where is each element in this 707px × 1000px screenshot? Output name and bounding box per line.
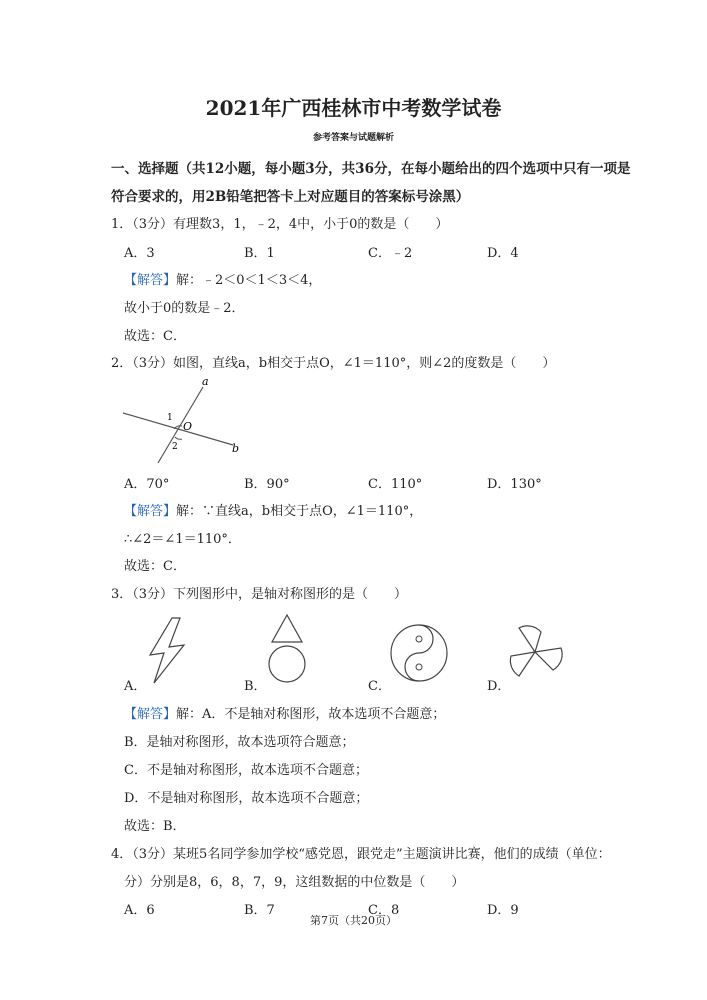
q2-jieda-label: 【解答】 (124, 504, 177, 519)
section-heading-line1: 一、选择题（共12小题，每小题3分，共36分，在每小题给出的四个选项中只有一项是 (111, 161, 631, 177)
q3-option-c: C． (368, 679, 391, 694)
q3-option-b: B． (244, 679, 267, 694)
q1-solution-line2: 故小于0的数是﹣2． (124, 301, 245, 316)
page-title: 2021年广西桂林市中考数学试卷 (205, 96, 502, 120)
q2-label-angle2: 2 (172, 442, 178, 452)
q3-stem: 3．（3分）下列图形中，是轴对称图形的是（ ） (111, 587, 408, 602)
q2-label-o: O (183, 420, 193, 433)
q3-figure-c-taiji (388, 622, 450, 684)
q1-jieda-label: 【解答】 (124, 273, 177, 288)
q1-solution-line3: 故选：C． (124, 329, 186, 344)
q3-solution-line3: C．不是轴对称图形，故本选项不合题意； (124, 763, 368, 778)
q1-option-b: B．1 (244, 246, 275, 261)
q2-option-b: B．90° (244, 477, 290, 492)
q2-label-b: b (232, 442, 240, 455)
q1-solution-text: 解：﹣2＜0＜1＜3＜4， (176, 273, 322, 288)
q1-option-c: C．﹣2 (368, 246, 413, 261)
q3-option-d: D． (487, 679, 511, 694)
q4-stem-line2: 分）分别是8，6，8，7，9，这组数据的中位数是（ ） (124, 875, 465, 890)
q4-option-c: C．8 (368, 903, 400, 918)
q1-option-a: A．3 (124, 246, 155, 261)
q3-solution-line5: 故选：B． (124, 819, 186, 834)
q2-figure-intersecting-lines (118, 375, 258, 465)
q2-option-a: A．70° (124, 477, 170, 492)
q2-option-c: C．110° (368, 477, 423, 492)
q1-stem: 1．（3分）有理数3，1，﹣2，4中，小于0的数是（ ） (111, 217, 449, 232)
q3-solution-line2: B．是轴对称图形，故本选项符合题意； (124, 735, 355, 750)
page-subtitle: 参考答案与试题解析 (312, 133, 394, 143)
q3-jieda-label: 【解答】 (124, 707, 177, 722)
q4-option-d: D．9 (487, 903, 519, 918)
section-heading-line2: 符合要求的，用2B铅笔把答卡上对应题目的答案标号涂黑） (111, 189, 470, 205)
q4-stem-line1: 4．（3分）某班5名同学参加学校“感党恩，跟党走”主题演讲比赛，他们的成绩（单位： (111, 847, 611, 862)
q3-solution-text: 解：A．不是轴对称图形，故本选项不合题意； (176, 707, 446, 722)
q2-stem: 2．（3分）如图，直线a，b相交于点O，∠1＝110°，则∠2的度数是（ ） (111, 356, 556, 371)
q3-option-a: A． (124, 679, 147, 694)
q3-solution-line4: D．不是轴对称图形，故本选项不合题意； (124, 791, 369, 806)
q4-option-a: A．6 (124, 903, 155, 918)
q1-solution-line1 (124, 269, 321, 288)
q2-solution-line1 (124, 500, 422, 519)
q2-label-angle1: 1 (167, 413, 173, 423)
q3-figure-a-lightning (142, 615, 192, 685)
q2-label-a: a (202, 375, 209, 388)
q2-solution-line2: ∴∠2＝∠1＝110°． (124, 532, 241, 547)
q3-figure-d-pinwheel (505, 620, 565, 684)
q2-solution-text: 解：∵直线a，b相交于点O，∠1＝110°， (176, 504, 423, 519)
q3-solution-line1 (124, 703, 445, 722)
q2-solution-line3: 故选：C． (124, 559, 186, 574)
q4-option-b: B．7 (244, 903, 275, 918)
q2-option-d: D．130° (487, 477, 542, 492)
page-footer: 第7页（共20页） (310, 914, 397, 927)
q1-option-d: D．4 (487, 246, 519, 261)
q3-figure-b-triangle-circle (262, 612, 312, 687)
